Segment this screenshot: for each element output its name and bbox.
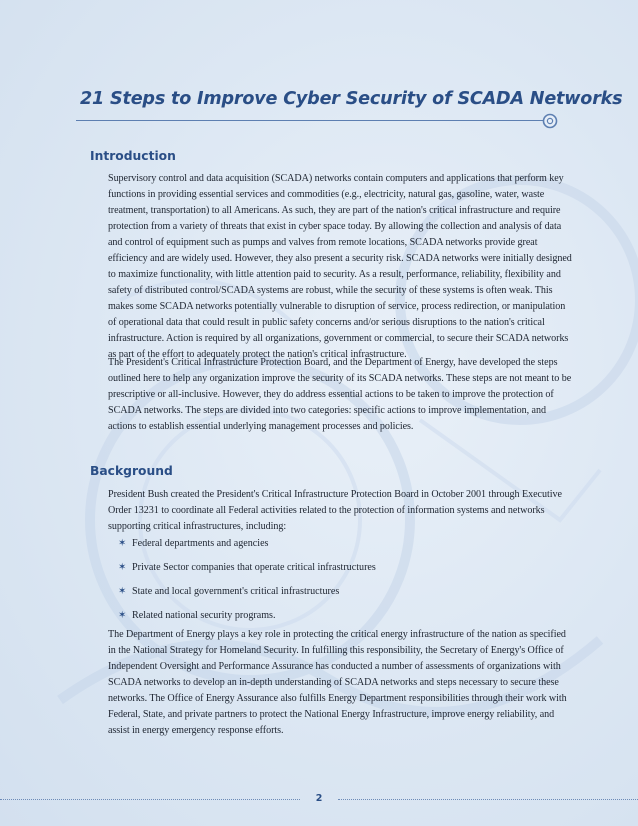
background-heading: Background: [90, 464, 173, 478]
asterisk-bullet-icon: ✶: [118, 562, 127, 573]
page-number: 2: [315, 793, 323, 804]
list-item: [118, 560, 376, 584]
list-item-text: Federal departments and agencies: [132, 538, 269, 549]
list-item-text: Private Sector companies that operate critical infrastructures: [132, 562, 376, 573]
asterisk-bullet-icon: ✶: [118, 586, 127, 597]
footer-rule-left: [0, 799, 300, 800]
document-title: 21 Steps to Improve Cyber Security of SCADA Networks: [80, 89, 623, 109]
infrastructure-list: [118, 536, 376, 632]
asterisk-bullet-icon: ✶: [118, 538, 127, 549]
introduction-paragraph-1: Supervisory control and data acquisition (SCADA) networks contain computers and applications that perform key functions in providing essential services and commodities (e.g., electricity, natural gas, gasoline, water, waste treatment, transportation) to all Americans. As such, they are part of the nation's critical infrastructure and require protection from a variety of threats that exist in cyber space today. By allowing the collection and analysis of data and control of equipment such as pumps and valves from remote locations, SCADA networks provide great efficiency and are widely used. However, they also present a security risk. SCADA networks were initially designed to maximize functionality, with little attention paid to security. As a result, performance, reliability, flexibility and safety of distributed control/SCADA systems are robust, while the security of these systems is often weak. This makes some SCADA networks potentially vulnerable to disruption of service, process redirection, or manipulation of operational data that could result in public safety concerns and/or serious disruptions to the nation's critical infrastructure. Action is required by all organizations, government or commercial, to secure their SCADA networks as part of the effort to adequately protect the nation's critical infrastructure.: [108, 173, 572, 360]
introduction-paragraph-2: The President's Critical Infrastructure Protection Board, and the Department of Energy, have developed the steps outlined here to help any organization improve the security of its SCADA networks. These steps are not meant to be prescriptive or all-inclusive. However, they do address essential actions to be taken to improve the protection of SCADA networks. The steps are divided into two categories: specific actions to improve implementation, and actions to establish essential underlying management processes and policies.: [108, 357, 572, 432]
list-item-text: State and local government's critical infrastructures: [132, 586, 340, 597]
background-closing-paragraph: The Department of Energy plays a key role in protecting the critical energy infrastructure of the nation as specified in the National Strategy for Homeland Security. In fulfilling this responsibility, the Secretary of Energy's Office of Independent Oversight and Performance Assurance has conducted a number of assessments of organizations with SCADA networks to develop an in-depth understanding of SCADA networks and steps necessary to secure these networks. The Office of Energy Assurance also fulfills Energy Department responsibilities through their work with Federal, State, and private partners to protect the National Energy Infrastructure, improve energy reliability, and assist in energy emergency response efforts.: [108, 629, 567, 736]
introduction-heading: Introduction: [90, 149, 176, 163]
title-underline: [76, 120, 548, 121]
asterisk-bullet-icon: ✶: [118, 610, 127, 621]
footer-rule-right: [338, 799, 638, 800]
background-intro-paragraph: President Bush created the President's Critical Infrastructure Protection Board in October 2001 through Executive Order 13231 to coordinate all Federal activities related to the protection of information systems and networks supporting critical infrastructures, including:: [108, 489, 562, 532]
ring-ornament-icon: [541, 112, 559, 130]
list-item-text: Related national security programs.: [132, 610, 276, 621]
list-item: [118, 536, 376, 560]
list-item: [118, 584, 376, 608]
